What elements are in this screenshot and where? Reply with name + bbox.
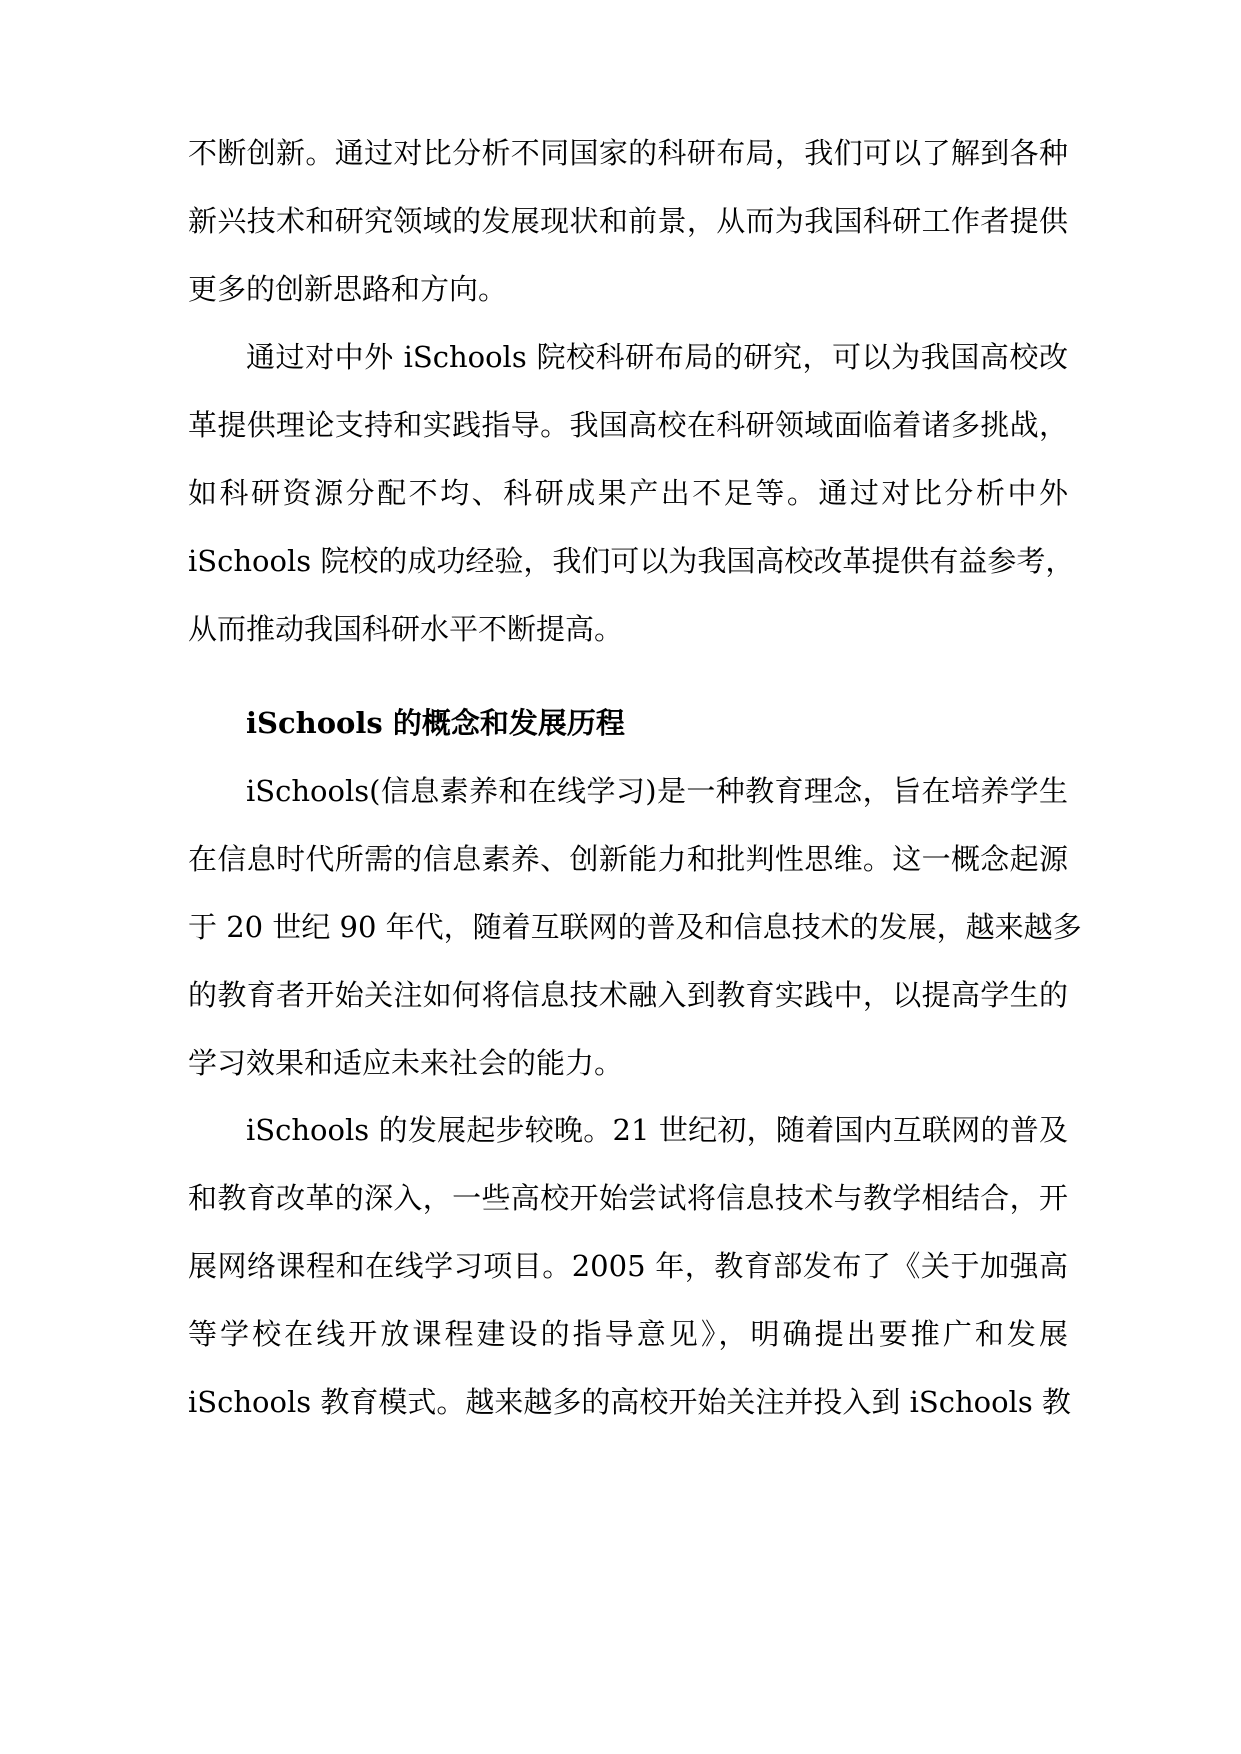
paragraph-line: 从而推动我国科研水平不断提高。 xyxy=(188,612,624,646)
paragraph-line: 等学校在线开放课程建设的指导意见》，明确提出要推广和发展 xyxy=(188,1317,1068,1351)
paragraph-line: 不断创新。通过对比分析不同国家的科研布局，我们可以了解到各种 xyxy=(188,136,1068,170)
paragraph-line: 展网络课程和在线学习项目。2005 年，教育部发布了《关于加强高 xyxy=(188,1249,1068,1283)
paragraph-line: 更多的创新思路和方向。 xyxy=(188,272,508,306)
paragraph-line: 于 20 世纪 90 年代，随着互联网的普及和信息技术的发展，越来越多 xyxy=(188,910,1082,944)
paragraph-line: 在信息时代所需的信息素养、创新能力和批判性思维。这一概念起源 xyxy=(188,842,1068,876)
paragraph-line: iSchools 院校的成功经验，我们可以为我国高校改革提供有益参考， xyxy=(188,544,1075,578)
paragraph-line: iSchools 的发展起步较晚。21 世纪初，随着国内互联网的普及 xyxy=(246,1113,1068,1147)
paragraph-line: 新兴技术和研究领域的发展现状和前景，从而为我国科研工作者提供 xyxy=(188,204,1068,238)
paragraph-line: 通过对中外 iSchools 院校科研布局的研究，可以为我国高校改 xyxy=(246,340,1068,374)
paragraph-line: 学习效果和适应未来社会的能力。 xyxy=(188,1046,624,1080)
paragraph-line: 的教育者开始关注如何将信息技术融入到教育实践中，以提高学生的 xyxy=(188,978,1068,1012)
paragraph-line: iSchools 教育模式。越来越多的高校开始关注并投入到 iSchools 教 xyxy=(188,1385,1071,1419)
paragraph-line: 和教育改革的深入，一些高校开始尝试将信息技术与教学相结合，开 xyxy=(188,1181,1068,1215)
paragraph-line: 如科研资源分配不均、科研成果产出不足等。通过对比分析中外 xyxy=(188,476,1068,510)
paragraph-line: iSchools(信息素养和在线学习)是一种教育理念，旨在培养学生 xyxy=(246,774,1068,808)
section-heading: iSchools 的概念和发展历程 xyxy=(246,706,625,740)
paragraph-line: 革提供理论支持和实践指导。我国高校在科研领域面临着诸多挑战， xyxy=(188,408,1068,442)
